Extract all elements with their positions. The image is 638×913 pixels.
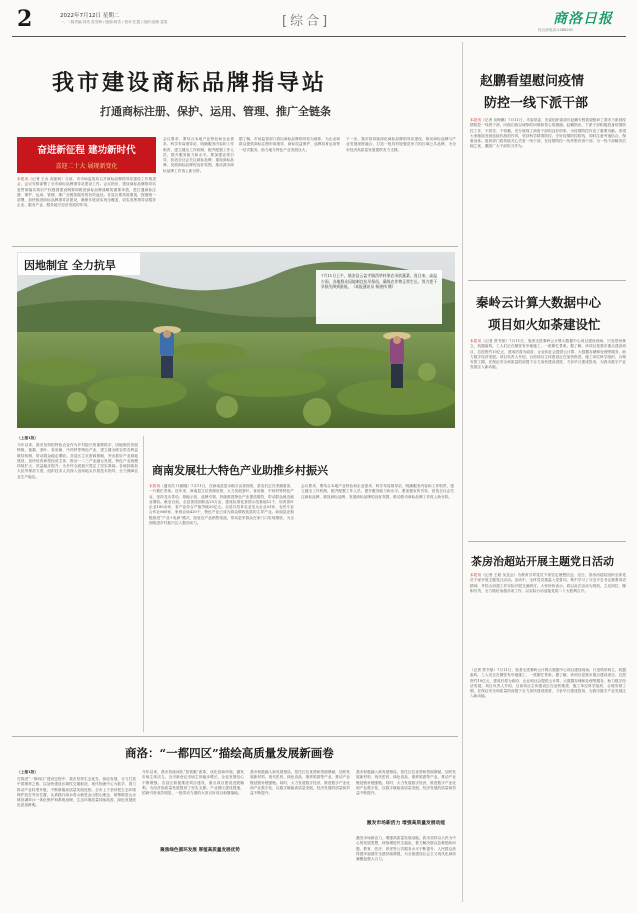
right-mid-headline-2: 项目如火如荼建设忙 <box>488 317 601 332</box>
bottom-col1: 在推进“一都四区”建设过程中，我市坚持生态优先、绿色发展，全力打造中国康养之都，以加快建设区域性交通枢纽、现代物流中心为抓手，着力推动产业转型升级，不断厚植高质量发展优势。全市上下坚持把生态环境保护放在突出位置，认真践行绿水青山就是金山银山理念，统筹推进山水林田湖草沙一体化保护和系统治理，生态环境质量持续改善，绿色发展底色更加鲜明。 <box>17 777 136 808</box>
mid-body-col2: 会议要求，要结合本地产业特色和企业需求，科学布局指导站，明确服务内容和工作职责，建立健全工作机制，配齐配强工作人员，提升服务能力和水平。要加强宣传引导，营造全社会关注商标品牌、重视商标品牌、发展商标品牌的良好氛围，推动我市商标品牌工作再上新台阶。 <box>301 484 454 499</box>
right-bottom-headline: 茶房治超站开展主题党日活动 <box>471 555 614 568</box>
photo-story-title-box <box>18 253 140 275</box>
bottom-col4: 激发市场新活力，增强高质量发展动能。我市坚持以人民为中心的发展思想，持续增进民生福祉，着力解决群众急难愁盼问题，教育、医疗、养老等公共服务水平不断提升，人民群众获得感幸福感安全感持续增强，为全面建设社会主义现代化商洛凝聚起强大合力。 <box>356 836 456 862</box>
main-col3: 据了解，市场监管部门将以商标品牌指导站为载体，为企业和群众提供商标注册申请指导、商标权益保护、品牌培育运用等一站式服务，助力地方特色产业发展壮大。 <box>239 137 340 152</box>
right-top-headline-2: 防控一线下派干部 <box>484 96 589 111</box>
right-mid-body: 本报讯（记者 贾书豪）7月11日，笔者走进秦岭云计算大数据中心项目建设现场，只见塔吊林立，机器轰鸣，工人们正在紧张有序地施工，一派繁忙景象。据了解，该项目是我市重点建设项目，总投资约10亿元，建成后将为政府、企业和社会提供云计算、大数据存储和处理等服务，助力数字经济发展。项目负责人介绍，目前项目主体建设正在加快推进，施工单位科学组织，合理安排工期，在保证安全和质量的前提下全力加快建设进度，力争早日建成投用，为我市数字产业发展注入新动能。 <box>470 339 626 370</box>
bottom-subhead-2: 激发市场新活力 增强高质量发展动能 <box>356 820 456 827</box>
main-col1: 本报讯（记者 王贞 高振何）日前，市市场监管局召开商标品牌指导站建设工作推进会，会议安排部署了全市商标品牌指导站建设工作。会议指出，建设商标品牌指导站是贯彻落实知识产权强国建设纲要和推进商标品牌战略的重要举措，是打通商标注册、保护、运用、管理、推广全链条服务的有效途径。各县区要高度重视，按照统一部署，加快推进商标品牌指导站建设，确保年底前实现全覆盖，切实发挥指导站服务企业、服务产业、服务地方经济发展的作用。 <box>17 177 156 208</box>
banner-subtitle: 喜迎二十大 展现新变化 <box>55 163 118 170</box>
photo-story-title: 因地制宜 全力抗旱 <box>24 259 116 272</box>
mid-body-col1: 本报讯（通讯员 代朝刚）7月11日，在商南县富水镇万亩茶园里，茶农们正在采摘夏茶，一片繁忙景象。近年来，商南县立足资源优势，大力发展茶叶、食用菌、中药材等特色产业，坚持龙头带动、基地示范、品牌引领，持续推进特色产业提质增效，带动群众就近就业增收。截至目前，全县茶园面积达25万亩，建成标准化茶园示范基地12个，培育茶叶企业180余家，茶产业综合产值突破20亿元。全县共培育农业龙头企业53家、农民专业合作社860家、家庭农场420个，特色产业已成为群众增收致富的主导产业。商南县还积极推进“产业+电商”模式，拓宽农产品销售渠道，带动更多群众在家门口实现增收，为全面推进乡村振兴注入强劲动力。 <box>149 484 294 526</box>
bottom-subhead-1: 聚焦绿色循环发展 厚植高质量发展优势 <box>160 848 240 853</box>
masthead-index: 一、二版责编:刘英 张雪梅 / 版面:蒋雪 / 校对:庄霞 / 组织:赵萌 雷玺 <box>60 20 168 24</box>
right-bottom-body: 本报讯（记者 王聪 吴亚会）为教育引导党员干部坚定理想信念，近日，茶房治超站组织全体党员干部开展主题党日活动。活动中，全体党员重温入党誓词，集中学习了习近平总书记重要讲话精神，并结合治超工作实际开展交流研讨。大家纷纷表示，将以此次活动为契机，立足岗位、履职尽责，全力做好治超各项工作，以实际行动迎接党的二十大胜利召开。 <box>470 573 626 593</box>
bottom-section-rule <box>12 736 458 737</box>
photo-story-body: 今年以来，我市坚持把特色农业作为乡村振兴的重要抓手，因地制宜发展核桃、板栗、茶叶、食用菌、中药材等特色产业，建立健全联农带农利益联结机制，带动群众稳定增收。各县区立足资源禀赋，突出抓好产业基地建设，加快培育新型经营主体，推动一二三产业融合发展，特色产业规模持续扩大、效益稳步提升，为乡村全面振兴奠定了坚实基础。各地持续加大抗旱保苗力度，组织技术人员深入田间地头开展技术指导，全力保障农业生产稳定。 <box>17 443 138 479</box>
right-top-rule <box>468 280 626 281</box>
editor-line: 综合部电话:2386292 <box>538 28 574 32</box>
newspaper-logo: 商洛日报 <box>553 11 613 27</box>
bottom-col4-top: 我市积极融入新发展格局，依托区位优势和资源禀赋，加快发展新材料、现代医药、绿色食品、康养旅游等产业，推动产业链延链补链强链。同时，大力发展数字经济，推进数字产业化和产业数字化，以数字赋能高质量发展，经济发展的质量和效益不断提升。 <box>356 770 456 796</box>
photo-story-divider <box>143 436 144 732</box>
masthead-date: 2022年7月12日 星期二 <box>60 13 120 19</box>
mid-headline: 商南发展壮大特色产业助推乡村振兴 <box>152 464 328 477</box>
photo-story-rule <box>12 246 458 247</box>
bottom-headline: 商洛：“一都四区”描绘高质量发展新画卷 <box>125 746 334 760</box>
bottom-lead: （上接1版） <box>17 770 39 774</box>
photo-story-lead: （上接1版） <box>17 436 39 440</box>
right-mid-rule <box>468 541 626 542</box>
masthead-rule <box>12 36 626 37</box>
column-rule <box>462 42 463 902</box>
right-top-headline-1: 赵鹏看望慰问疫情 <box>480 74 585 89</box>
banner-title: 奋进新征程 建功新时代 <box>37 145 136 156</box>
right-top-body: 本报讯（记者 吴海鹏）7月11日，市委常委、市委组织部部长赵鹏专程看望慰问了我市下派到疫情防控一线的干部，向他们致以诚挚的问候和衷心的感谢。赵鹏指出，下派干部积极投身疫情防控工作，不怕苦、不怕累，充分展现了商洛干部的良好形象，为疫情防控作出了重要贡献。希望大家继续发扬连续作战的作风，坚持科学精准防控，守好疫情防控防线，同时注意劳逸结合，保重身体。组织部门将持续关心关爱一线干部，在疫情防控一线考察识别干部，为一线干部解决后顾之忧，激励广大干部担当作为。 <box>470 118 626 149</box>
main-col2: 会议要求，要结合本地产业特色和企业需求，科学布局指导站，明确服务内容和工作职责，建立健全工作机制，配齐配强工作人员，提升服务能力和水平。要加强宣传引导，营造全社会关注商标品牌、重视商标品牌、发展商标品牌的良好氛围，推动我市商标品牌工作再上新台阶。 <box>163 137 234 173</box>
section-label: [综合] <box>282 14 331 29</box>
banner <box>17 137 156 173</box>
main-col4: 下一步，我市将持续深化商标品牌指导站建设，推动商标品牌与产业发展深度融合，打造一批具有较强竞争力的区域公共品牌，为全市经济高质量发展提供有力支撑。 <box>346 137 456 152</box>
main-subheadline: 打通商标注册、保护、运用、管理、推广全链条 <box>100 105 331 118</box>
page-number: 2 <box>17 6 33 32</box>
right-bottom-extra: （记者 贾书豪）7月11日，笔者走进秦岭云计算大数据中心项目建设现场，只见塔吊林立，机器轰鸣，工人们正在紧张有序地施工，一派繁忙景象。据了解，该项目是我市重点建设项目，总投资约10亿元，建成后将为政府、企业和社会提供云计算、大数据存储和处理等服务，助力数字经济发展。项目负责人介绍，目前项目主体建设正在加快推进，施工单位科学组织，合理安排工期，在保证安全和质量的前提下全力加快建设进度，力争早日建成投用，为我市数字产业发展注入新动能。 <box>470 668 626 699</box>
right-mid-headline-1: 秦岭云计算大数据中心 <box>476 295 602 310</box>
bottom-col2: 今年以来，我市持续深化“放管服”改革，优化营商环境，激发市场主体活力。全市新登记市场主体稳步增长，企业发展信心不断增强。各县区积极推进项目建设，重点项目建设进展顺利，为经济高质量发展提供了坚实支撑。产业园区建设提速，招商引资成效明显，一批带动力强的大项目好项目相继落地。 <box>142 770 244 796</box>
main-headline: 我市建设商标品牌指导站 <box>52 70 328 96</box>
bottom-col3: 我市积极融入新发展格局，依托区位优势和资源禀赋，加快发展新材料、现代医药、绿色食品、康养旅游等产业，推动产业链延链补链强链。同时，大力发展数字经济，推进数字产业化和产业数字化，以数字赋能高质量发展，经济发展的质量和效益不断提升。 <box>250 770 350 796</box>
photo-caption: 7月11日上午，镇安县云盖寺镇西华村果农采收蔬菜，连日来，高温少雨，各地群众因地制宜抗旱保苗，确保农作物正常生长，努力把干旱损失降到最低。（本报通讯员 杨建伟 摄） <box>316 270 442 324</box>
